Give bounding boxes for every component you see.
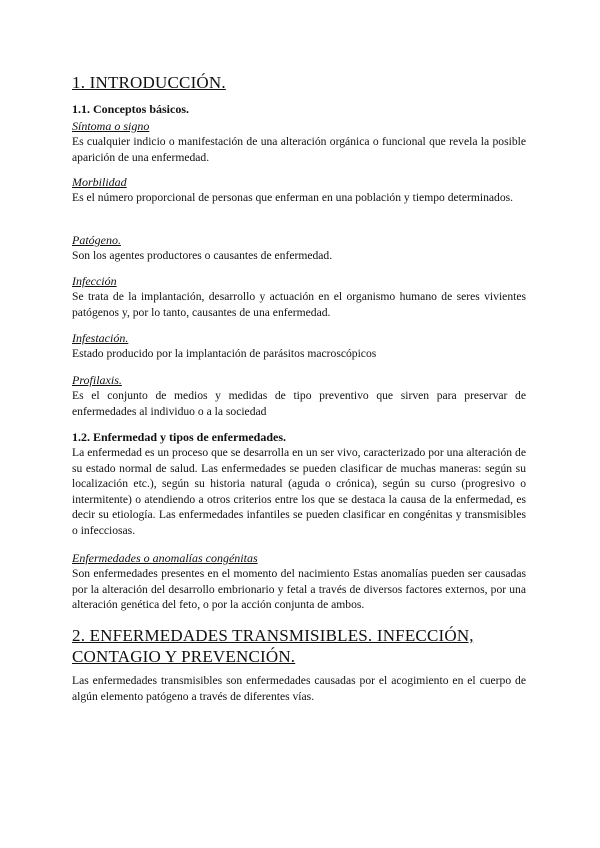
definition-infeccion: Se trata de la implantación, desarrollo y actuación en el organismo humano de seres vivientes patógenos y, por lo tanto, causantes de una enfermedad.: [72, 290, 526, 319]
term-patogeno: Patógeno.: [72, 233, 121, 247]
section-2-heading: 2. ENFERMEDADES TRANSMISIBLES. INFECCIÓN, CONTAGIO Y PREVENCIÓN.: [72, 626, 474, 666]
term-infestacion: Infestación.: [72, 331, 129, 345]
definition-patogeno: Son los agentes productores o causantes de enfermedad.: [72, 249, 333, 262]
definition-sintoma: Es cualquier indicio o manifestación de una alteración orgánica o funcional que revela la posible aparición de una enfermedad.: [72, 135, 526, 164]
definition-congenitas: Son enfermedades presentes en el momento del nacimiento Estas anomalías pueden ser causadas por la alteración del desarrollo embrionario y fetal a través de diversos factores externos, por una alteración genética del feto, o por la acción conjunta de ambos.: [72, 567, 526, 612]
subsection-1-1-heading: 1.1. Conceptos básicos.: [72, 102, 190, 116]
term-congenitas: Enfermedades o anomalías congénitas: [72, 551, 258, 565]
subsection-1-2-heading: 1.2. Enfermedad y tipos de enfermedades.: [72, 430, 286, 444]
term-profilaxis: Profilaxis.: [72, 373, 122, 387]
enfermedad-paragraph: La enfermedad es un proceso que se desarrolla en un ser vivo, caracterizado por una alteración de su estado normal de salud. Las enfermedades se pueden clasificar de muchas maneras: según su localización etc.), según su historia natural (aguda o crónica), según su curso (progresivo o intermitente) o atendiendo a otros criterios entre los que se destaca la causa de la enfermedad, es decir su etiología. Las enfermedades infantiles se pueden clasificar en congénitas y transmisibles o infecciosas.: [72, 446, 526, 537]
term-morbilidad: Morbilidad: [72, 175, 127, 189]
transmisibles-paragraph: Las enfermedades transmisibles son enfermedades causadas por el acogimiento en el cuerpo de algún elemento patógeno a través de diferentes vías.: [72, 674, 526, 703]
section-1-heading: 1. INTRODUCCIÓN.: [72, 73, 226, 92]
definition-morbilidad: Es el número proporcional de personas que enferman en una población y tiempo determinados.: [72, 191, 514, 204]
definition-profilaxis: Es el conjunto de medios y medidas de tipo preventivo que sirven para preservar de enfermedades al individuo o a la sociedad: [72, 389, 526, 418]
definition-infestacion: Estado producido por la implantación de parásitos macroscópicos: [72, 347, 377, 360]
term-infeccion: Infección: [72, 274, 117, 288]
term-sintoma: Síntoma o signo: [72, 119, 150, 133]
